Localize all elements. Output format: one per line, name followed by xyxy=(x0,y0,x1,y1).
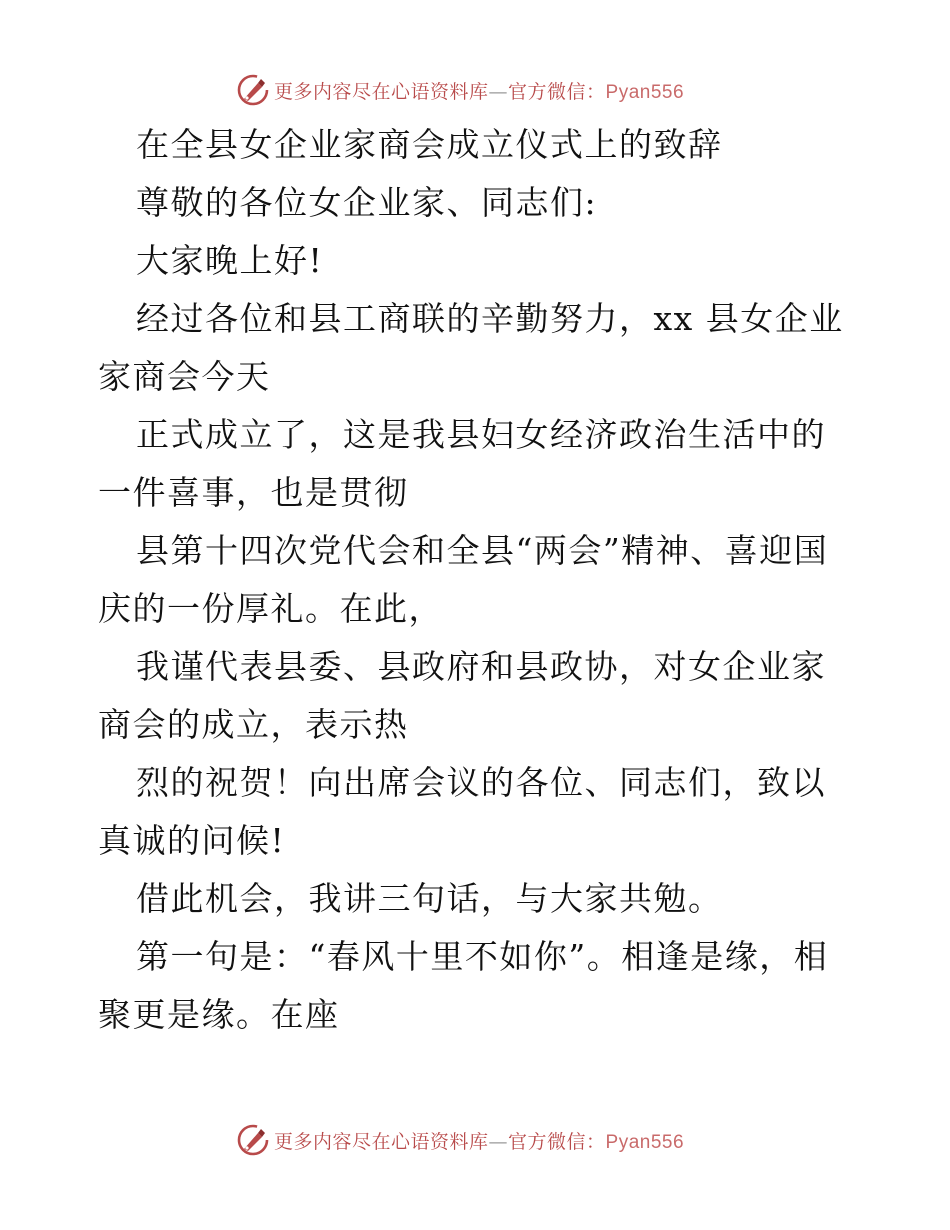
header-banner-dash: — xyxy=(488,80,509,103)
document-body xyxy=(98,116,858,1044)
header-banner-account: Pyan556 xyxy=(605,81,685,103)
pen-logo-icon xyxy=(236,1123,270,1157)
header-banner-title: 更多内容尽在心语资料库 xyxy=(274,80,489,103)
footer-banner-title: 更多内容尽在心语资料库 xyxy=(274,1130,489,1153)
footer-banner xyxy=(236,1120,756,1160)
header-banner-suffix: 官方微信： xyxy=(508,80,606,103)
header-banner-text xyxy=(274,77,684,104)
paragraph: 县第十四次党代会和全县“两会”精神、喜迎国庆的一份厚礼。在此， xyxy=(98,531,829,628)
footer-banner-account: Pyan556 xyxy=(605,1131,685,1153)
paragraph: 我谨代表县委、县政府和县政协，对女企业家商会的成立，表示热 xyxy=(98,647,826,744)
pen-logo-icon xyxy=(236,73,270,107)
footer-banner-text xyxy=(274,1127,684,1154)
paragraph: 烈的祝贺！向出席会议的各位、同志们，致以真诚的问候! xyxy=(98,763,826,860)
paragraph: 大家晚上好! xyxy=(136,241,324,280)
paragraph: 在全县女企业家商会成立仪式上的致辞 xyxy=(136,125,723,164)
paragraph: 正式成立了，这是我县妇女经济政治生活中的一件喜事，也是贯彻 xyxy=(98,415,826,512)
footer-banner-suffix: 官方微信： xyxy=(508,1130,606,1153)
paragraph: 尊敬的各位女企业家、同志们: xyxy=(136,183,598,222)
footer-banner-dash: — xyxy=(488,1130,509,1153)
paragraph: 第一句是：“春风十里不如你”。相逢是缘，相聚更是缘。在座 xyxy=(98,937,829,1034)
paragraph: 借此机会，我讲三句话，与大家共勉。 xyxy=(136,879,723,918)
paragraph: 经过各位和县工商联的辛勤努力，xx 县女企业家商会今天 xyxy=(98,299,844,396)
header-banner xyxy=(236,70,756,110)
